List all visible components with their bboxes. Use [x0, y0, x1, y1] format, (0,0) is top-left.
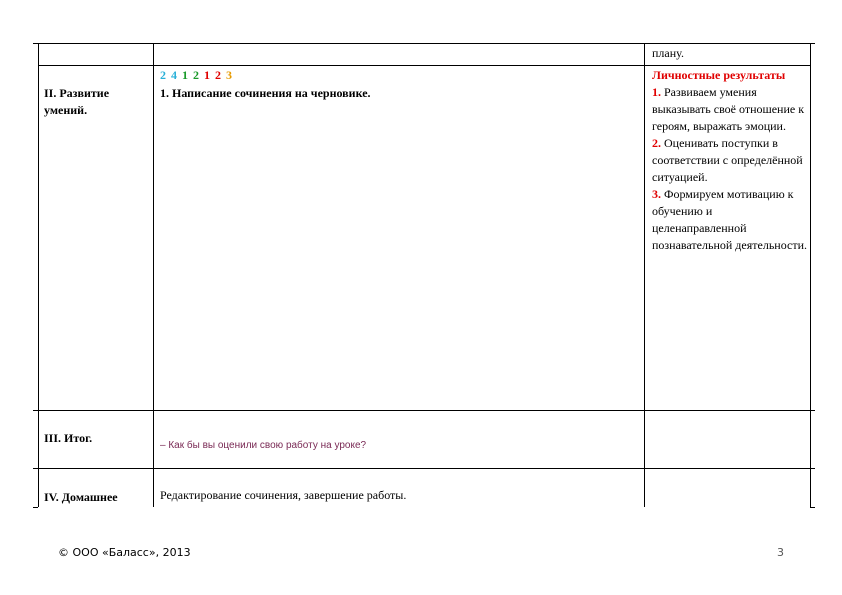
row2-stage-label: III. Итог. — [44, 431, 93, 445]
sequence-number: 2 — [160, 68, 166, 82]
row3-stage-label: IV. Домашнее — [44, 490, 118, 504]
row1-results-block — [652, 67, 808, 254]
sequence-number: 3 — [226, 68, 232, 82]
result-item-2 — [652, 135, 808, 186]
col-border-2 — [644, 43, 645, 507]
result-num: 3. — [652, 187, 661, 201]
corner-tick — [33, 43, 38, 44]
sequence-number: 1 — [204, 68, 210, 82]
col-border-1 — [153, 43, 154, 507]
sequence-number: 2 — [193, 68, 199, 82]
result-item-3 — [652, 186, 808, 254]
corner-tick — [810, 410, 815, 411]
row1-stage-label: II. Развитие умений. — [44, 86, 110, 117]
corner-tick — [810, 468, 815, 469]
result-num: 2. — [652, 136, 661, 150]
page-number: 3 — [777, 546, 784, 559]
col-border-right — [810, 43, 811, 507]
corner-tick — [33, 468, 38, 469]
result-text: Формируем мотивацию к обучению и целенаправленной познавательной деятельности. — [652, 187, 808, 252]
sequence-number: 1 — [182, 68, 188, 82]
corner-tick — [810, 43, 815, 44]
row1-number-sequence — [160, 67, 237, 84]
results-title: Личностные результаты — [652, 68, 786, 82]
result-item-1 — [652, 84, 808, 135]
corner-tick — [33, 507, 38, 508]
result-num: 1. — [652, 85, 661, 99]
footer-copyright: © ООО «Баласс», 2013 — [58, 546, 191, 559]
col-border-left — [38, 43, 39, 507]
result-text: Оценивать поступки в соответствии с определённой ситуацией. — [652, 136, 803, 184]
result-text: Развиваем умения выказывать своё отношение к героям, выражать эмоции. — [652, 85, 805, 133]
row3-task: Редактирование сочинения, завершение работы. — [160, 488, 407, 502]
corner-tick — [33, 410, 38, 411]
row2-question: – Как бы вы оценили свою работу на уроке? — [160, 440, 367, 451]
row1-task: 1. Написание сочинения на черновике. — [160, 86, 371, 100]
corner-tick — [810, 507, 815, 508]
row0-col3-text: плану. — [652, 46, 684, 60]
sequence-number: 2 — [215, 68, 221, 82]
sequence-number: 4 — [171, 68, 177, 82]
